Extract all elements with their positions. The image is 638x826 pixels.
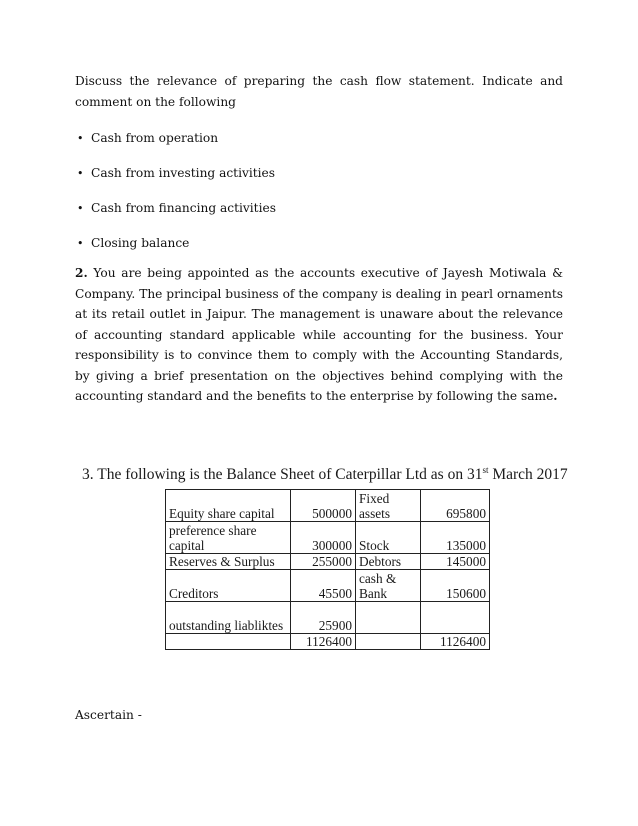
table-row	[166, 634, 490, 650]
question-2-paragraph	[75, 263, 563, 407]
question-end-mark: .	[553, 389, 558, 403]
bullet-item	[77, 130, 218, 147]
ascertain-text: Ascertain -	[75, 708, 142, 722]
asset-label: Fixed assets	[356, 490, 421, 522]
liability-label: Equity share capital	[166, 490, 291, 522]
bullet-dot-icon: •	[77, 237, 84, 250]
liability-amount: 500000	[291, 490, 356, 522]
bullet-text: Closing balance	[91, 236, 190, 250]
bullet-dot-icon: •	[77, 167, 84, 180]
asset-label: cash & Bank	[356, 570, 421, 602]
bullet-text: Cash from investing activities	[91, 166, 276, 180]
asset-amount: 145000	[421, 554, 490, 570]
bullet-item	[77, 235, 189, 252]
liability-label: outstanding liabliktes	[166, 602, 291, 634]
bullet-dot-icon: •	[77, 132, 84, 145]
intro-paragraph: Discuss the relevance of preparing the cash flow statement. Indicate and comment on the following	[75, 74, 563, 109]
asset-label: Debtors	[356, 554, 421, 570]
liability-amount: 300000	[291, 522, 356, 554]
asset-amount	[421, 602, 490, 634]
table-row	[166, 570, 490, 602]
liability-label: preference share capital	[166, 522, 291, 554]
asset-label	[356, 634, 421, 650]
bullet-item	[77, 165, 275, 182]
bullet-dot-icon: •	[77, 202, 84, 215]
liability-label: Reserves & Surplus	[166, 554, 291, 570]
asset-amount: 135000	[421, 522, 490, 554]
bullet-text: Cash from financing activities	[91, 201, 276, 215]
liability-amount: 25900	[291, 602, 356, 634]
balance-sheet-table	[165, 489, 490, 650]
table-row	[166, 522, 490, 554]
bullet-item	[77, 200, 276, 217]
asset-total: 1126400	[421, 634, 490, 650]
liability-label: Creditors	[166, 570, 291, 602]
asset-amount: 150600	[421, 570, 490, 602]
liability-amount: 45500	[291, 570, 356, 602]
liability-amount: 255000	[291, 554, 356, 570]
table-row	[166, 554, 490, 570]
question-body: You are being appointed as the accounts executive of Jayesh Motiwala & Company. The principal business of the company is dealing in pearl ornaments at its retail outlet in Jaipur. The management is unaware about the relevance of accounting standard applicable while accounting for the business. Your responsibility is to convince them to comply with the Accounting Standards, by giving a brief presentation on the objectives behind complying with the accounting standard and the benefits to the enterprise by following the same	[75, 266, 563, 403]
bullet-text: Cash from operation	[91, 131, 219, 145]
liability-label	[166, 634, 291, 650]
table-row	[166, 490, 490, 522]
liability-total: 1126400	[291, 634, 356, 650]
asset-amount: 695800	[421, 490, 490, 522]
question-3-title: 3. The following is the Balance Sheet of Caterpillar Ltd as on 31st March 2017	[82, 465, 568, 484]
question-number: 2.	[75, 266, 88, 280]
table-row	[166, 602, 490, 634]
asset-label	[356, 602, 421, 634]
asset-label: Stock	[356, 522, 421, 554]
